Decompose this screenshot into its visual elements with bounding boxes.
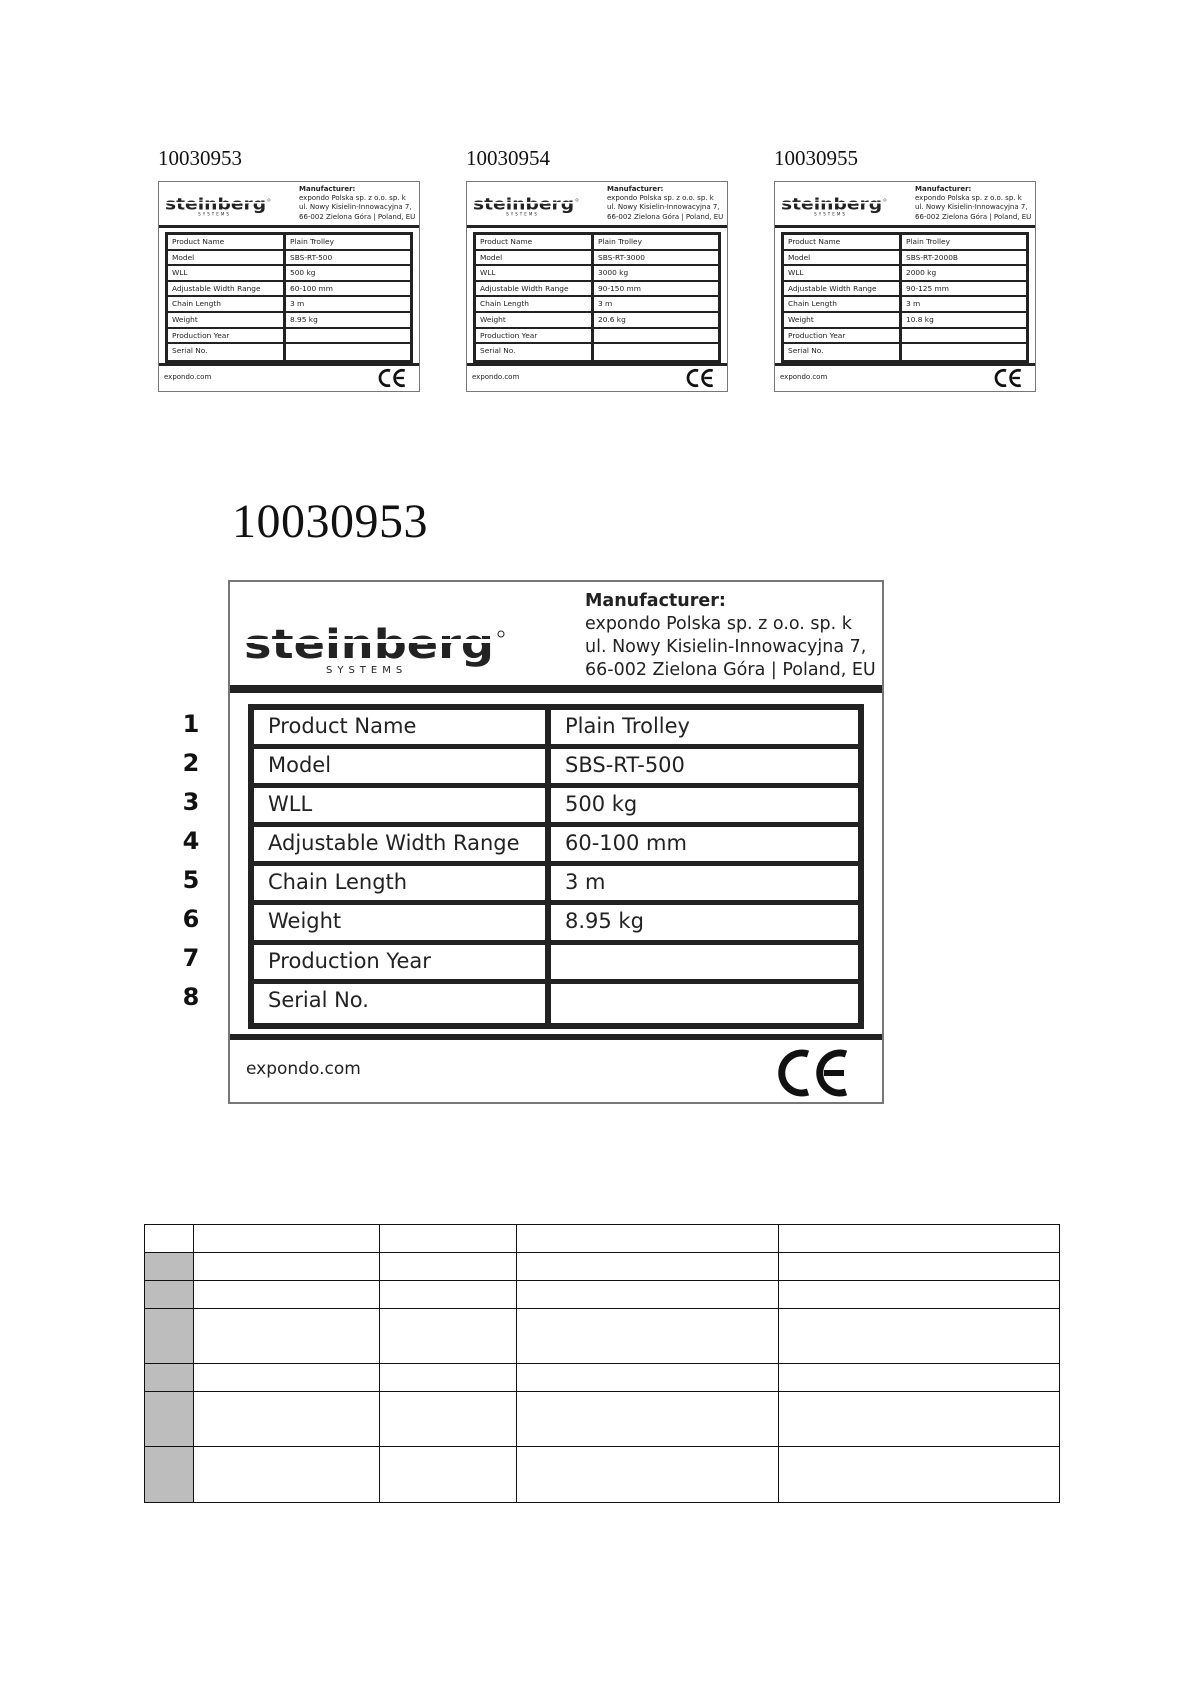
big-label-10030953 bbox=[228, 580, 884, 1104]
manufacturer-info: Manufacturer: expondo Polska sp. z o.o. sp. k ul. Nowy Kisielin-Innowacyjna 7, 66-002 Zielona Góra | Poland, EU bbox=[915, 185, 1032, 221]
small-label-10030953 bbox=[158, 181, 420, 392]
table-row: Production Year bbox=[476, 329, 718, 345]
divider bbox=[159, 225, 419, 228]
table-row: Model SBS-RT-2000B bbox=[784, 251, 1026, 267]
row-number: 6 bbox=[182, 905, 200, 933]
spec-table bbox=[473, 232, 721, 363]
manufacturer-info: Manufacturer: expondo Polska sp. z o.o. sp. k ul. Nowy Kisielin-Innowacyjna 7, 66-002 Zielona Góra | Poland, EU bbox=[585, 591, 876, 680]
table-row: Chain Length 3 m bbox=[168, 297, 410, 313]
row-number: 2 bbox=[182, 749, 200, 777]
table-row: Product Name Plain Trolley bbox=[254, 710, 858, 749]
table-row: Serial No. bbox=[476, 344, 718, 360]
row-number: 7 bbox=[182, 944, 200, 972]
ce-mark-icon bbox=[993, 367, 1023, 389]
table-row bbox=[145, 1392, 1060, 1447]
divider bbox=[775, 363, 1035, 366]
small-label-code-2: 10030954 bbox=[466, 146, 550, 170]
table-row: Serial No. bbox=[254, 984, 858, 1023]
table-row: Weight 8.95 kg bbox=[254, 905, 858, 944]
website-text: expondo.com bbox=[472, 373, 520, 381]
small-label-10030954 bbox=[466, 181, 728, 392]
table-row: WLL 500 kg bbox=[168, 266, 410, 282]
table-row: Model SBS-RT-500 bbox=[168, 251, 410, 267]
ce-mark-icon bbox=[685, 367, 715, 389]
row-number: 8 bbox=[182, 983, 200, 1011]
row-number: 3 bbox=[182, 788, 200, 816]
table-row bbox=[145, 1364, 1060, 1392]
table-row bbox=[145, 1309, 1060, 1364]
table-row: Adjustable Width Range 90-150 mm bbox=[476, 282, 718, 298]
empty-data-table bbox=[144, 1224, 1060, 1503]
small-label-code-1: 10030953 bbox=[158, 146, 242, 170]
table-row bbox=[145, 1225, 1060, 1253]
website-text: expondo.com bbox=[164, 373, 212, 381]
steinberg-logo bbox=[165, 194, 275, 218]
table-row bbox=[145, 1447, 1060, 1503]
table-row: Chain Length 3 m bbox=[784, 297, 1026, 313]
table-row: Weight 8.95 kg bbox=[168, 313, 410, 329]
manufacturer-info: Manufacturer: expondo Polska sp. z o.o. sp. k ul. Nowy Kisielin-Innowacyjna 7, 66-002 Zielona Góra | Poland, EU bbox=[607, 185, 724, 221]
ce-mark-icon bbox=[774, 1046, 852, 1100]
table-row: Model SBS-RT-500 bbox=[254, 749, 858, 788]
ce-mark-icon bbox=[377, 367, 407, 389]
row-number: 5 bbox=[182, 866, 200, 894]
table-row: Adjustable Width Range 60-100 mm bbox=[254, 827, 858, 866]
table-row: WLL 2000 kg bbox=[784, 266, 1026, 282]
table-row: Serial No. bbox=[168, 344, 410, 360]
steinberg-logo bbox=[473, 194, 583, 218]
row-number: 4 bbox=[182, 827, 200, 855]
table-row: Production Year bbox=[784, 329, 1026, 345]
table-row: Adjustable Width Range 90-125 mm bbox=[784, 282, 1026, 298]
small-label-10030955 bbox=[774, 181, 1036, 392]
table-row: Production Year bbox=[168, 329, 410, 345]
website-text: expondo.com bbox=[246, 1059, 361, 1079]
table-row: Adjustable Width Range 60-100 mm bbox=[168, 282, 410, 298]
steinberg-logo bbox=[244, 622, 516, 676]
spec-table bbox=[781, 232, 1029, 363]
table-row: Product Name Plain Trolley bbox=[784, 235, 1026, 251]
table-row: Product Name Plain Trolley bbox=[168, 235, 410, 251]
table-row: Chain Length 3 m bbox=[476, 297, 718, 313]
table-row bbox=[145, 1281, 1060, 1309]
small-label-code-3: 10030955 bbox=[774, 146, 858, 170]
table-row bbox=[145, 1253, 1060, 1281]
table-row: Serial No. bbox=[784, 344, 1026, 360]
table-row: Production Year bbox=[254, 945, 858, 984]
divider bbox=[467, 363, 727, 366]
website-text: expondo.com bbox=[780, 373, 828, 381]
spec-table bbox=[248, 704, 864, 1029]
table-row: Product Name Plain Trolley bbox=[476, 235, 718, 251]
steinberg-logo bbox=[781, 194, 891, 218]
divider bbox=[230, 685, 882, 693]
table-row: Model SBS-RT-3000 bbox=[476, 251, 718, 267]
table-row: WLL 3000 kg bbox=[476, 266, 718, 282]
divider bbox=[467, 225, 727, 228]
divider bbox=[159, 363, 419, 366]
table-row: Chain Length 3 m bbox=[254, 866, 858, 905]
table-row: Weight 10.8 kg bbox=[784, 313, 1026, 329]
spec-table bbox=[165, 232, 413, 363]
divider bbox=[230, 1034, 882, 1040]
table-row: WLL 500 kg bbox=[254, 788, 858, 827]
big-label-code: 10030953 bbox=[232, 495, 428, 548]
row-number: 1 bbox=[182, 710, 200, 738]
manufacturer-info: Manufacturer: expondo Polska sp. z o.o. sp. k ul. Nowy Kisielin-Innowacyjna 7, 66-002 Zielona Góra | Poland, EU bbox=[299, 185, 416, 221]
divider bbox=[775, 225, 1035, 228]
table-row: Weight 20.6 kg bbox=[476, 313, 718, 329]
